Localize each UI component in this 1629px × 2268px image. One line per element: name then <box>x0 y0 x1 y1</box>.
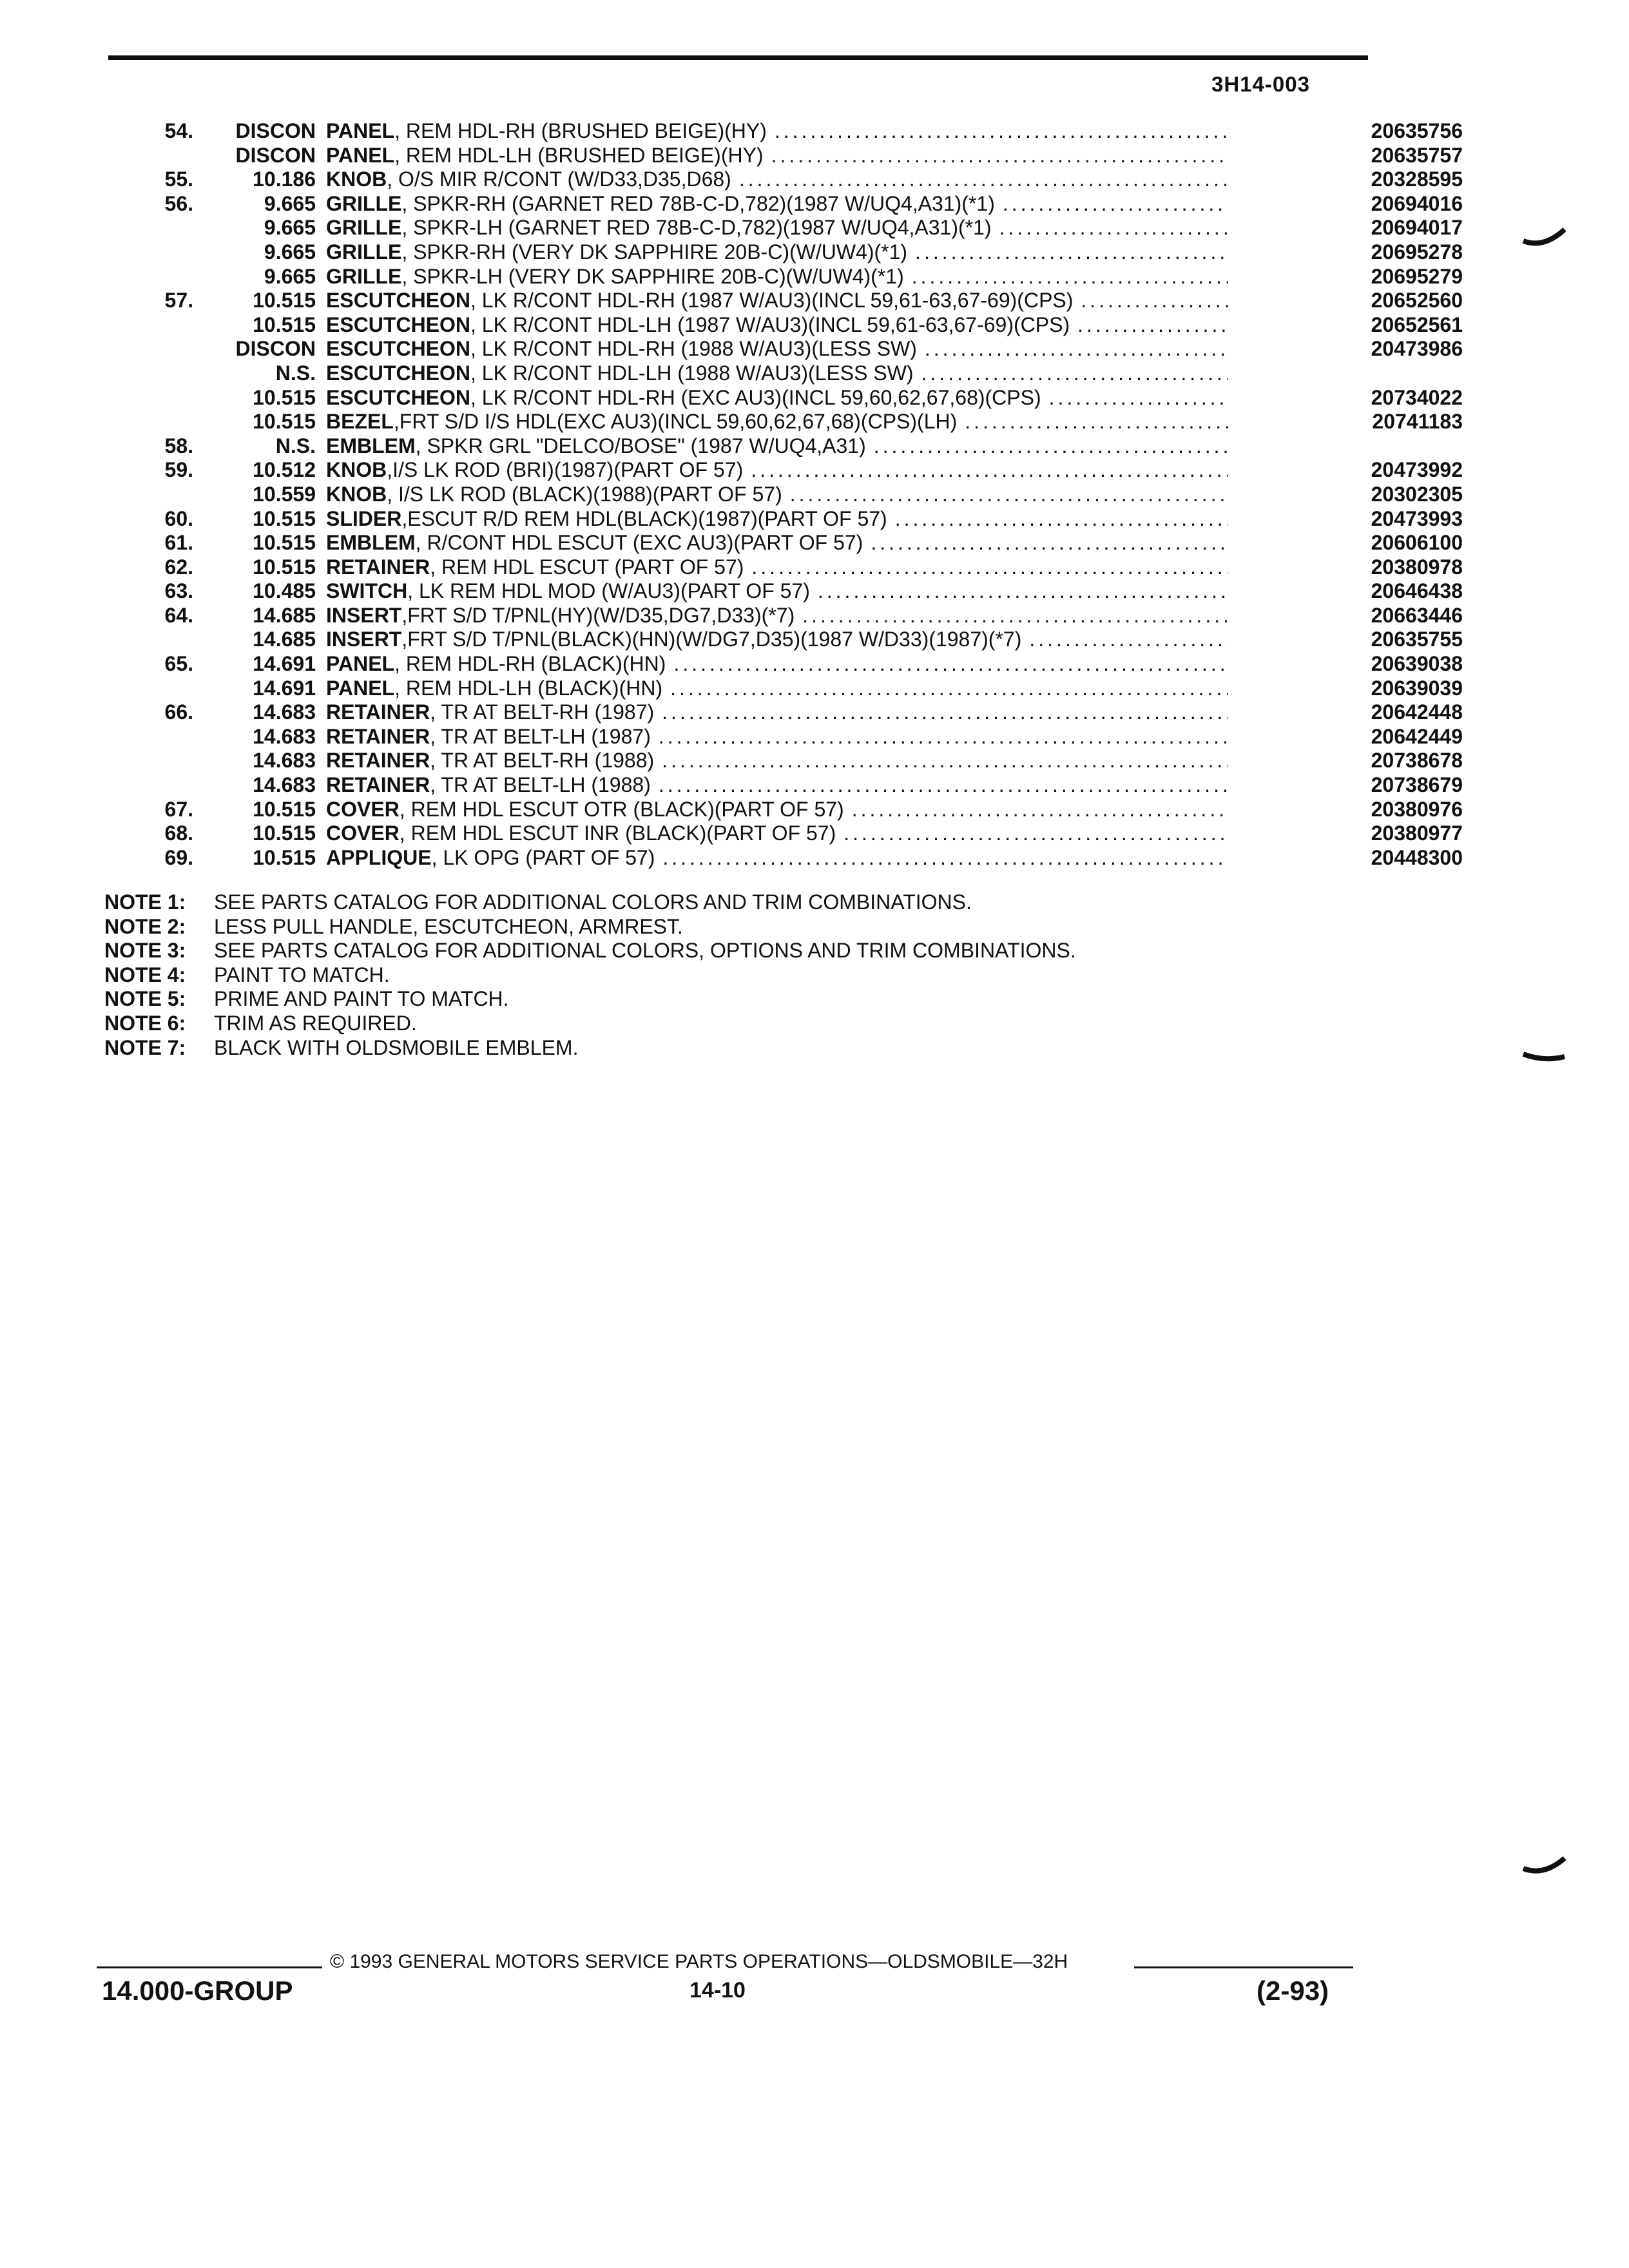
part-name: PANEL <box>326 652 395 676</box>
binder-hole-mark <box>1522 1856 1566 1879</box>
part-name: KNOB <box>326 458 387 482</box>
part-number: 20738678 <box>1371 749 1463 773</box>
part-name: KNOB <box>326 168 387 191</box>
note-text: TRIM AS REQUIRED. <box>214 1011 417 1035</box>
part-name: PANEL <box>326 119 395 142</box>
part-row <box>97 168 1463 192</box>
part-row <box>97 749 1463 773</box>
ref-number: 66. <box>164 700 193 724</box>
group-number: 10.515 <box>253 822 316 845</box>
page-number: 14-10 <box>689 1978 746 2003</box>
leader-dots <box>651 773 1228 798</box>
part-row <box>97 845 1463 870</box>
note-text: PRIME AND PAINT TO MATCH. <box>214 987 509 1011</box>
note-item <box>104 939 1329 963</box>
part-row <box>97 216 1463 240</box>
group-number: 10.515 <box>253 385 316 409</box>
group-number: 14.685 <box>253 628 316 651</box>
binder-hole-mark <box>1522 227 1566 250</box>
part-detail: , REM HDL ESCUT OTR (BLACK)(PART OF 57) <box>399 797 844 821</box>
footer-group: 14.000-GROUP <box>102 1975 293 2006</box>
part-description <box>326 458 1228 483</box>
leader-dots <box>654 749 1228 773</box>
part-row <box>97 191 1463 216</box>
ref-number: 64. <box>164 603 193 627</box>
leader-dots <box>907 240 1228 265</box>
footer-rule-left <box>97 1966 322 1968</box>
copyright-line: © 1993 GENERAL MOTORS SERVICE PARTS OPERATIONS—OLDSMOBILE—32H <box>330 1951 1068 1972</box>
part-name: SLIDER <box>326 506 402 530</box>
part-detail: , SPKR-RH (VERY DK SAPPHIRE 20B-C)(W/UW4)(*1) <box>401 240 908 264</box>
top-rule <box>108 55 1368 60</box>
part-row <box>97 652 1463 677</box>
part-detail: , LK R/CONT HDL-RH (EXC AU3)(INCL 59,60,62,67,68)(CPS) <box>470 385 1041 409</box>
leader-dots <box>957 410 1228 434</box>
part-number: 20448300 <box>1371 845 1463 869</box>
footer-rule-right <box>1134 1966 1353 1968</box>
part-description <box>326 313 1228 338</box>
part-name: RETAINER <box>326 700 430 724</box>
leader-dots <box>731 168 1228 192</box>
group-number: 10.515 <box>253 506 316 530</box>
part-name: INSERT <box>326 603 402 627</box>
leader-dots <box>866 434 1228 459</box>
part-name: RETAINER <box>326 724 430 748</box>
part-description <box>326 773 1228 798</box>
part-number: 20694016 <box>1371 191 1463 215</box>
part-detail: , O/S MIR R/CONT (W/D33,D35,D68) <box>387 168 731 191</box>
group-number: 10.512 <box>253 458 316 482</box>
note-label: NOTE 7: <box>104 1035 186 1059</box>
part-number: 20695279 <box>1371 264 1463 288</box>
part-detail: ,I/S LK ROD (BRI)(1987)(PART OF 57) <box>387 458 744 482</box>
group-number: 9.665 <box>264 191 316 215</box>
leader-dots <box>904 265 1228 289</box>
part-row <box>97 289 1463 313</box>
part-number: 20302305 <box>1371 482 1463 506</box>
part-detail: , SPKR-LH (VERY DK SAPPHIRE 20B-C)(W/UW4)(*1) <box>401 264 904 288</box>
ref-number: 61. <box>164 531 193 555</box>
group-number: 9.665 <box>264 240 316 264</box>
note-item <box>104 1012 1329 1036</box>
ref-number: 69. <box>164 845 193 869</box>
note-text: LESS PULL HANDLE, ESCUTCHEON, ARMREST. <box>214 914 683 938</box>
part-detail: , REM HDL-LH (BRUSHED BEIGE)(HY) <box>394 143 764 167</box>
leader-dots <box>1021 628 1228 652</box>
part-detail: ,FRT S/D T/PNL(BLACK)(HN)(W/DG7,D35)(1987 W/D33)(1987)(*7) <box>401 628 1022 651</box>
part-description <box>326 434 1228 459</box>
part-detail: , LK R/CONT HDL-LH (1988 W/AU3)(LESS SW) <box>470 361 914 385</box>
leader-dots <box>743 458 1228 483</box>
part-name: EMBLEM <box>326 531 416 555</box>
part-name: ESCUTCHEON <box>326 385 471 409</box>
ref-number: 62. <box>164 555 193 579</box>
part-description <box>326 677 1228 701</box>
group-number: N.S. <box>275 361 316 385</box>
ref-number: 67. <box>164 797 193 821</box>
part-name: ESCUTCHEON <box>326 289 471 312</box>
group-number: DISCON <box>235 119 316 142</box>
ref-number: 57. <box>164 289 193 312</box>
part-name: ESCUTCHEON <box>326 312 471 336</box>
leader-dots <box>887 507 1228 532</box>
part-number: 20694017 <box>1371 216 1463 240</box>
part-description <box>326 749 1228 773</box>
group-number: 14.683 <box>253 700 316 724</box>
part-row <box>97 797 1463 822</box>
leader-dots <box>1073 289 1228 313</box>
ref-number: 58. <box>164 434 193 457</box>
part-description <box>326 240 1228 265</box>
part-name: SWITCH <box>326 579 408 603</box>
part-row <box>97 119 1463 144</box>
group-number: 10.485 <box>253 579 316 603</box>
part-description <box>326 289 1228 313</box>
part-name: PANEL <box>326 143 395 167</box>
group-number: 9.665 <box>264 216 316 240</box>
part-description <box>326 168 1228 192</box>
part-row <box>97 264 1463 289</box>
part-detail: , REM HDL-LH (BLACK)(HN) <box>394 676 663 700</box>
part-detail: , TR AT BELT-LH (1987) <box>430 724 651 748</box>
part-description <box>326 410 1228 434</box>
note-label: NOTE 6: <box>104 1011 186 1035</box>
part-description <box>326 822 1228 846</box>
parts-list <box>97 119 1463 870</box>
part-row <box>97 361 1373 386</box>
part-row <box>97 458 1463 483</box>
part-detail: , I/S LK ROD (BLACK)(1988)(PART OF 57) <box>387 482 782 506</box>
part-name: GRILLE <box>326 240 402 264</box>
part-description <box>326 604 1228 628</box>
part-number: 20663446 <box>1371 603 1463 627</box>
part-detail: , LK REM HDL MOD (W/AU3)(PART OF 57) <box>407 579 810 603</box>
part-description <box>326 579 1228 604</box>
part-description <box>326 725 1228 749</box>
leader-dots <box>764 144 1228 168</box>
part-number: 20606100 <box>1371 531 1463 555</box>
part-detail: , REM HDL-RH (BRUSHED BEIGE)(HY) <box>394 119 767 142</box>
ref-number: 60. <box>164 506 193 530</box>
group-number: 14.685 <box>253 603 316 627</box>
part-detail: ,ESCUT R/D REM HDL(BLACK)(1987)(PART OF 57) <box>401 506 887 530</box>
part-name: ESCUTCHEON <box>326 361 471 385</box>
leader-dots <box>844 798 1228 822</box>
part-detail: , REM HDL ESCUT (PART OF 57) <box>430 555 744 579</box>
leader-dots <box>1070 313 1228 338</box>
part-detail: , TR AT BELT-RH (1988) <box>430 749 655 773</box>
part-description <box>326 483 1228 507</box>
part-description <box>326 652 1228 677</box>
part-name: INSERT <box>326 628 402 651</box>
group-number: 14.683 <box>253 773 316 797</box>
part-number: 20473986 <box>1371 337 1463 361</box>
group-number: N.S. <box>275 434 316 457</box>
note-label: NOTE 2: <box>104 914 186 938</box>
part-detail: , LK R/CONT HDL-LH (1987 W/AU3)(INCL 59,61-63,67-69)(CPS) <box>470 312 1070 336</box>
part-row <box>97 312 1463 338</box>
part-row <box>97 579 1463 604</box>
part-name: RETAINER <box>326 555 430 579</box>
ref-number: 56. <box>164 191 193 215</box>
part-number: 20734022 <box>1371 385 1463 409</box>
part-number: 20328595 <box>1371 168 1463 191</box>
group-number: 9.665 <box>264 264 316 288</box>
part-detail: , LK R/CONT HDL-RH (1988 W/AU3)(LESS SW) <box>470 337 917 361</box>
part-detail: , TR AT BELT-LH (1988) <box>430 773 651 797</box>
leader-dots <box>1041 386 1228 410</box>
leader-dots <box>767 119 1228 144</box>
group-number: 10.559 <box>253 482 316 506</box>
part-name: APPLIQUE <box>326 845 432 869</box>
notes-list <box>104 890 1329 1060</box>
part-name: RETAINER <box>326 749 430 773</box>
note-label: NOTE 3: <box>104 939 186 963</box>
part-detail: , LK OPG (PART OF 57) <box>431 845 655 869</box>
note-text: BLACK WITH OLDSMOBILE EMBLEM. <box>214 1035 579 1059</box>
part-description <box>326 386 1228 410</box>
part-number: 20635757 <box>1371 143 1463 167</box>
leader-dots <box>992 216 1228 240</box>
part-description <box>326 555 1228 580</box>
group-number: DISCON <box>235 337 316 361</box>
part-description <box>326 361 1228 386</box>
leader-dots <box>995 192 1228 216</box>
binder-hole-mark <box>1522 1049 1566 1064</box>
part-row <box>97 410 1463 434</box>
part-name: PANEL <box>326 676 395 700</box>
group-number: 10.515 <box>253 289 316 312</box>
part-number: 20380978 <box>1371 555 1463 579</box>
part-name: ESCUTCHEON <box>326 337 471 361</box>
part-description <box>326 798 1228 822</box>
document-code: 3H14-003 <box>1211 72 1310 96</box>
part-number: 20741183 <box>1372 410 1463 434</box>
part-row <box>97 724 1463 749</box>
leader-dots <box>651 725 1228 749</box>
part-number: 20473993 <box>1371 506 1463 530</box>
leader-dots <box>662 677 1228 701</box>
note-item <box>104 987 1329 1012</box>
part-description <box>326 265 1228 289</box>
leader-dots <box>863 531 1228 555</box>
part-row <box>97 385 1463 410</box>
part-detail: , R/CONT HDL ESCUT (EXC AU3)(PART OF 57) <box>415 531 863 555</box>
part-description <box>326 337 1228 361</box>
part-number: 20639039 <box>1371 676 1463 700</box>
part-detail: ,FRT S/D T/PNL(HY)(W/D35,DG7,D33)(*7) <box>401 603 795 627</box>
note-text: SEE PARTS CATALOG FOR ADDITIONAL COLORS AND TRIM COMBINATIONS. <box>214 890 972 914</box>
note-item <box>104 890 1329 915</box>
group-number: DISCON <box>235 143 316 167</box>
part-row <box>97 555 1463 580</box>
part-name: KNOB <box>326 482 387 506</box>
part-description <box>326 192 1228 216</box>
revision-date: (2-93) <box>1257 1975 1329 2006</box>
group-number: 10.515 <box>253 531 316 555</box>
note-text: PAINT TO MATCH. <box>214 963 390 986</box>
leader-dots <box>917 337 1228 361</box>
leader-dots <box>782 483 1228 507</box>
part-number: 20652561 <box>1371 312 1463 336</box>
group-number: 10.515 <box>253 410 316 434</box>
leader-dots <box>836 822 1228 846</box>
part-detail: , REM HDL ESCUT INR (BLACK)(PART OF 57) <box>399 822 836 845</box>
part-number: 20695278 <box>1371 240 1463 264</box>
part-description <box>326 216 1228 240</box>
part-name: EMBLEM <box>326 434 416 457</box>
part-name: GRILLE <box>326 191 402 215</box>
group-number: 10.186 <box>253 168 316 191</box>
part-number: 20639038 <box>1371 652 1463 676</box>
leader-dots <box>744 555 1228 580</box>
leader-dots <box>810 579 1228 604</box>
part-description <box>326 119 1228 144</box>
group-number: 10.515 <box>253 555 316 579</box>
ref-number: 68. <box>164 822 193 845</box>
part-row <box>97 822 1463 846</box>
part-description <box>326 628 1228 652</box>
ref-number: 65. <box>164 652 193 676</box>
leader-dots <box>666 652 1228 677</box>
ref-number: 63. <box>164 579 193 603</box>
group-number: 14.691 <box>253 676 316 700</box>
ref-number: 55. <box>164 168 193 191</box>
part-name: BEZEL <box>326 410 394 434</box>
part-number: 20635755 <box>1371 628 1463 651</box>
part-number: 20642448 <box>1371 700 1463 724</box>
part-row <box>97 603 1463 628</box>
note-item <box>104 1036 1329 1061</box>
note-text: SEE PARTS CATALOG FOR ADDITIONAL COLORS, OPTIONS AND TRIM COMBINATIONS. <box>214 939 1076 963</box>
part-number: 20642449 <box>1371 724 1463 748</box>
part-name: COVER <box>326 797 400 821</box>
group-number: 14.683 <box>253 724 316 748</box>
leader-dots <box>655 846 1228 870</box>
leader-dots <box>654 700 1228 725</box>
part-number: 20646438 <box>1371 579 1463 603</box>
part-detail: , REM HDL-RH (BLACK)(HN) <box>394 652 666 676</box>
part-number: 20652560 <box>1371 289 1463 312</box>
part-row <box>97 143 1463 168</box>
part-description <box>326 144 1228 168</box>
part-description <box>326 700 1228 725</box>
part-detail: , LK R/CONT HDL-RH (1987 W/AU3)(INCL 59,61-63,67-69)(CPS) <box>470 289 1074 312</box>
part-name: RETAINER <box>326 773 430 797</box>
group-number: 10.515 <box>253 312 316 336</box>
leader-dots <box>795 604 1228 628</box>
part-row <box>97 773 1463 798</box>
note-item <box>104 963 1329 988</box>
part-description <box>326 846 1228 870</box>
part-description <box>326 531 1228 555</box>
part-detail: ,FRT S/D I/S HDL(EXC AU3)(INCL 59,60,62,67,68)(CPS)(LH) <box>393 410 958 434</box>
note-label: NOTE 1: <box>104 890 186 914</box>
group-number: 10.515 <box>253 845 316 869</box>
note-label: NOTE 4: <box>104 963 186 986</box>
note-item <box>104 915 1329 939</box>
group-number: 10.515 <box>253 797 316 821</box>
part-row <box>97 531 1463 555</box>
part-row <box>97 240 1463 265</box>
ref-number: 59. <box>164 458 193 482</box>
part-row <box>97 434 1373 459</box>
part-detail: , SPKR-LH (GARNET RED 78B-C-D,782)(1987 W/UQ4,A31)(*1) <box>401 216 992 240</box>
part-detail: , TR AT BELT-RH (1987) <box>430 700 655 724</box>
part-description <box>326 507 1228 532</box>
ref-number: 54. <box>164 119 193 142</box>
note-label: NOTE 5: <box>104 987 186 1011</box>
part-number: 20380976 <box>1371 797 1463 821</box>
part-row <box>97 506 1463 532</box>
part-row <box>97 482 1463 507</box>
part-row <box>97 676 1463 701</box>
part-number: 20635756 <box>1371 119 1463 142</box>
part-detail: , SPKR-RH (GARNET RED 78B-C-D,782)(1987 W/UQ4,A31)(*1) <box>401 191 995 215</box>
part-number: 20738679 <box>1371 773 1463 797</box>
leader-dots <box>914 361 1228 386</box>
part-name: GRILLE <box>326 264 402 288</box>
part-number: 20473992 <box>1371 458 1463 482</box>
group-number: 14.691 <box>253 652 316 676</box>
part-row <box>97 337 1463 361</box>
group-number: 14.683 <box>253 749 316 773</box>
part-detail: , SPKR GRL "DELCO/BOSE" (1987 W/UQ4,A31) <box>415 434 866 457</box>
part-name: GRILLE <box>326 216 402 240</box>
part-number: 20380977 <box>1371 822 1463 845</box>
part-row <box>97 700 1463 725</box>
part-name: COVER <box>326 822 400 845</box>
part-row <box>97 628 1463 652</box>
